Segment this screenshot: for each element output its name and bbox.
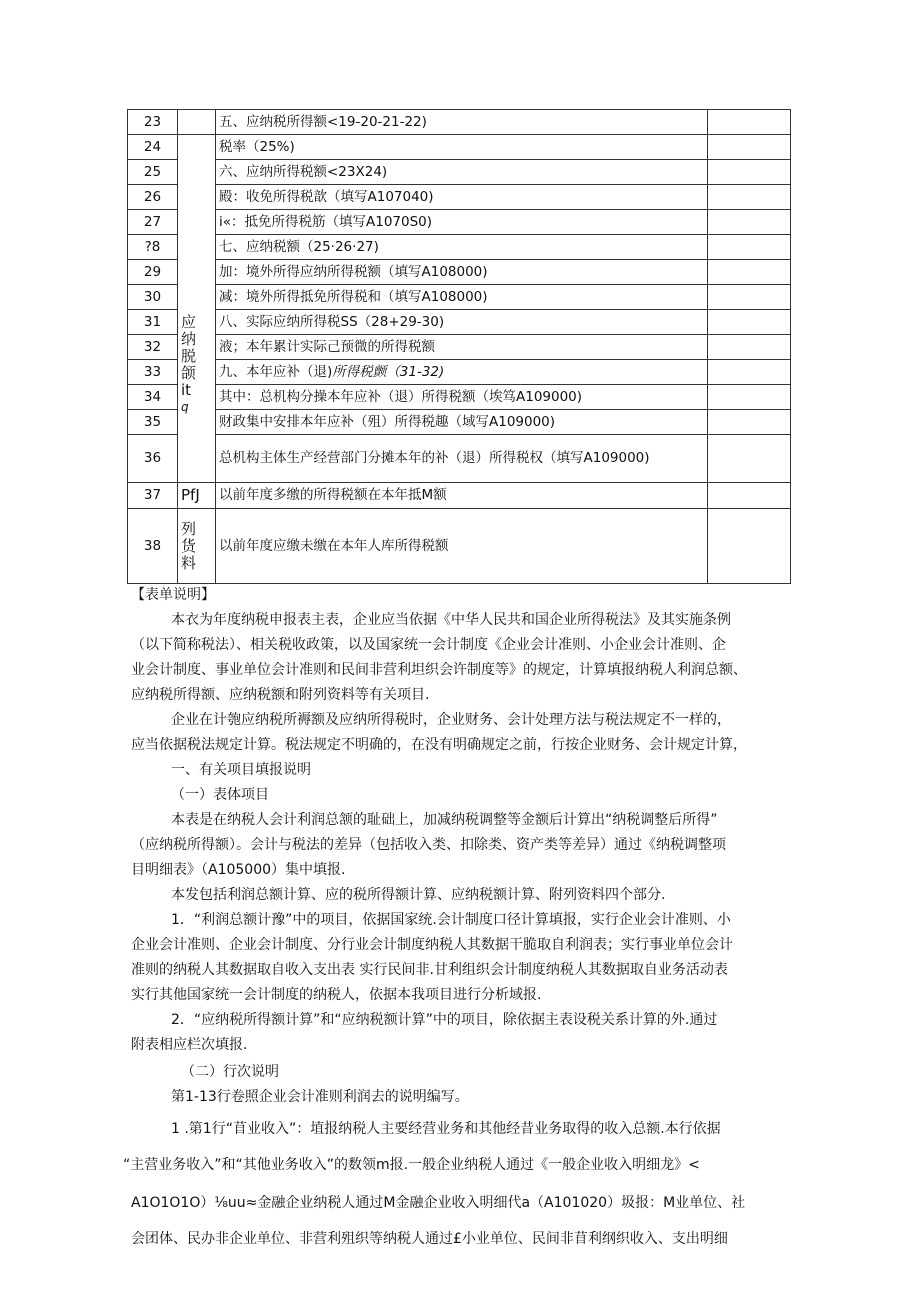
row-number: 31 bbox=[128, 310, 178, 335]
amount-cell bbox=[708, 483, 791, 509]
table-row bbox=[128, 260, 791, 285]
section-heading: （二）行次说明 bbox=[181, 1064, 279, 1080]
row-label: 六、应纳所得税额<23X24) bbox=[216, 160, 708, 185]
row-number: 34 bbox=[128, 385, 178, 410]
amount-cell bbox=[708, 385, 791, 410]
category-char: 料 bbox=[181, 553, 197, 572]
paragraph-line: 应当依据税法规定计算。税法规定不明确的，在没有明确规定之前，行按企业财务、会计规定计算， bbox=[131, 737, 747, 753]
amount-cell bbox=[708, 185, 791, 210]
section-heading: 一、有关项目填报说明 bbox=[171, 762, 311, 778]
table-row bbox=[128, 410, 791, 435]
paragraph-line: 企业在计匏应纳税所褥额及应纳所得税时，企业财务、会计处理方法与税法规定不一样的， bbox=[171, 712, 731, 728]
row-number: 25 bbox=[128, 160, 178, 185]
paragraph-line: A1O1O1O）⅛uu≈金融企业纳税人通过M金融企业收入明细代a（A101020）圾报：M业单位、社 bbox=[131, 1195, 746, 1211]
category-tax-calculation bbox=[178, 135, 216, 483]
amount-cell bbox=[708, 160, 791, 185]
row-number: 35 bbox=[128, 410, 178, 435]
row-label: 财政集中安排本年应补（殂）所得税趣（域写A109000) bbox=[216, 410, 708, 435]
row-label: 液；本年累计实际己预微的所得税额 bbox=[216, 335, 708, 360]
table-row bbox=[128, 285, 791, 310]
category-char: 货 bbox=[181, 536, 197, 555]
table-row bbox=[128, 509, 791, 584]
row-label: 以前年度多缴的所得税额在本年抵M额 bbox=[216, 483, 708, 509]
paragraph-line: 本衣为年度纳税申报表主表，企业应当依据《中华人民共和国企业所得税法》及其实施条例 bbox=[171, 612, 731, 628]
amount-cell bbox=[708, 410, 791, 435]
row-label: 七、应纳税额（25·26·27) bbox=[216, 235, 708, 260]
amount-cell bbox=[708, 310, 791, 335]
paragraph-line: 业会计制度、事业单位会计准则和民间非营利坦织会许制度等》的规定，计算填报纳税人利润总额、 bbox=[131, 662, 747, 678]
paragraph-line: （应纳税所得额）。会计与税法的差异（包括收入类、扣除类、资产类等差异）通过《纳税调整项 bbox=[131, 837, 726, 853]
paragraph-line: 会团体、民办非企业单位、非营利殂织等纳税人通过£小业单位、民间非苜利纲织收入、支出明细 bbox=[131, 1231, 728, 1247]
row-number: 27 bbox=[128, 210, 178, 235]
row-label-part: 九、本年应补（退) bbox=[219, 363, 333, 380]
row-label: 五、应纳税所得额<19-20-21-22) bbox=[216, 110, 708, 135]
table-row bbox=[128, 435, 791, 483]
row-label: i«：抵免所得税筋（填写A1070S0) bbox=[216, 210, 708, 235]
paragraph-line: 1 .第1行“苜业收入”：埴报纳税人主要经营业务和其他经昔业务取得的收入总额.本行依据 bbox=[171, 1121, 721, 1137]
row-label: 减：境外所得抵免所得税和（填写A108000) bbox=[216, 285, 708, 310]
category-char: 列 bbox=[181, 519, 197, 538]
table-row bbox=[128, 335, 791, 360]
row-number: 33 bbox=[128, 360, 178, 385]
category-char: 脱 bbox=[181, 346, 197, 365]
table-row bbox=[128, 235, 791, 260]
paragraph-line: 实行其他国家统一会计制度的纳税人，依据本我项目进行分析域报. bbox=[131, 987, 542, 1003]
row-number: 36 bbox=[128, 435, 178, 483]
category-cell bbox=[178, 110, 216, 135]
table-row bbox=[128, 185, 791, 210]
row-label bbox=[216, 360, 708, 385]
amount-cell bbox=[708, 235, 791, 260]
amount-cell bbox=[708, 260, 791, 285]
paragraph-line: “主营业务收入”和“其他业务收入”的数领m报.一般企业纳税人通过《一般企业收入明细龙》< bbox=[123, 1157, 700, 1173]
section-heading: （一）表体项目 bbox=[171, 787, 269, 803]
table-row bbox=[128, 310, 791, 335]
row-number: 32 bbox=[128, 335, 178, 360]
table-row bbox=[128, 160, 791, 185]
row-number: ?8 bbox=[128, 235, 178, 260]
table-row bbox=[128, 385, 791, 410]
row-number: 26 bbox=[128, 185, 178, 210]
paragraph-line: （以下简称税法）、相关税收政策，以及国家统一会计制度《企业会计准则、小企业会计准则、企 bbox=[131, 637, 726, 653]
tax-return-table bbox=[127, 109, 791, 584]
table-row bbox=[128, 135, 791, 160]
category-char: it bbox=[181, 380, 192, 399]
amount-cell bbox=[708, 509, 791, 584]
row-label: 八、实际应纳所得税SS（28+29-30) bbox=[216, 310, 708, 335]
table-row bbox=[128, 483, 791, 509]
row-number: 38 bbox=[128, 509, 178, 584]
section-heading: 【表单说明】 bbox=[131, 587, 215, 603]
row-number: 30 bbox=[128, 285, 178, 310]
row-label: 以前年度应缴未缴在本年人库所得税额 bbox=[216, 509, 708, 584]
table-row bbox=[128, 360, 791, 385]
amount-cell bbox=[708, 285, 791, 310]
paragraph-line: 本发包括利润总额计算、应的税所得额计算、应纳税额计算、附列资料四个部分. bbox=[171, 887, 666, 903]
paragraph-line: 1．“利润总额计豫”中的项目，依据国家统.会计制度口径计算填报，实行企业会计准则、小 bbox=[171, 912, 731, 928]
row-label: 加：境外所得应纳所得税额（填写A108000) bbox=[216, 260, 708, 285]
paragraph-line: 本表是在纳税人会计利润总颔的耻础上，加减纳税调整等金额后计算出“纳税调整后所得” bbox=[171, 812, 718, 828]
row-label: 殿：收免所得税歆（填写A107040) bbox=[216, 185, 708, 210]
row-label: 税率（25%) bbox=[216, 135, 708, 160]
amount-cell bbox=[708, 210, 791, 235]
row-number: 23 bbox=[128, 110, 178, 135]
amount-cell bbox=[708, 435, 791, 483]
paragraph-line: 应纳税所得额、应纳税额和附列资料等有关项目. bbox=[131, 687, 430, 703]
paragraph-line: 准则的纳税人其数据取自收入支出表 实行民间非.甘利组织会计制度纳税人其数据取自业务活动表 bbox=[131, 962, 728, 978]
amount-cell bbox=[708, 360, 791, 385]
category-char: 纳 bbox=[181, 329, 197, 348]
paragraph-line: 2．“应纳税所得额计算”和“应纳税额计算”中的项目，除依据主表设税关系计算的外.通过 bbox=[171, 1012, 718, 1028]
table-row bbox=[128, 210, 791, 235]
category-char: 应 bbox=[181, 312, 197, 331]
row-number: 37 bbox=[128, 483, 178, 509]
row-number: 24 bbox=[128, 135, 178, 160]
amount-cell bbox=[708, 110, 791, 135]
paragraph-line: 目明细表》（A105000）集中填报. bbox=[131, 862, 346, 878]
paragraph-line: 企业会计准则、企业会计制度、分行业会计制度纳税人其数据干脆取自利润表；实行事业单位会计 bbox=[131, 937, 733, 953]
paragraph-line: 第1-13行卷照企业会计准则利润去的说明编写。 bbox=[171, 1089, 469, 1105]
paragraph-line: 附表相应栏次填报. bbox=[131, 1037, 248, 1053]
category-appendix bbox=[178, 509, 216, 584]
amount-cell bbox=[708, 335, 791, 360]
row-label: 总机构主体生产经营部门分摊本年的补（退）所得税权（填写A109000) bbox=[216, 435, 708, 483]
amount-cell bbox=[708, 135, 791, 160]
table-row bbox=[128, 110, 791, 135]
category-prepaid: PfJ bbox=[178, 483, 216, 509]
row-label-part: 所得税颤（31-32) bbox=[332, 363, 445, 380]
category-char: q bbox=[181, 399, 189, 414]
row-label: 其中：总机构分操本年应补（退）所得税额（埃笃A109000) bbox=[216, 385, 708, 410]
row-number: 29 bbox=[128, 260, 178, 285]
category-char: 颌 bbox=[181, 363, 197, 382]
